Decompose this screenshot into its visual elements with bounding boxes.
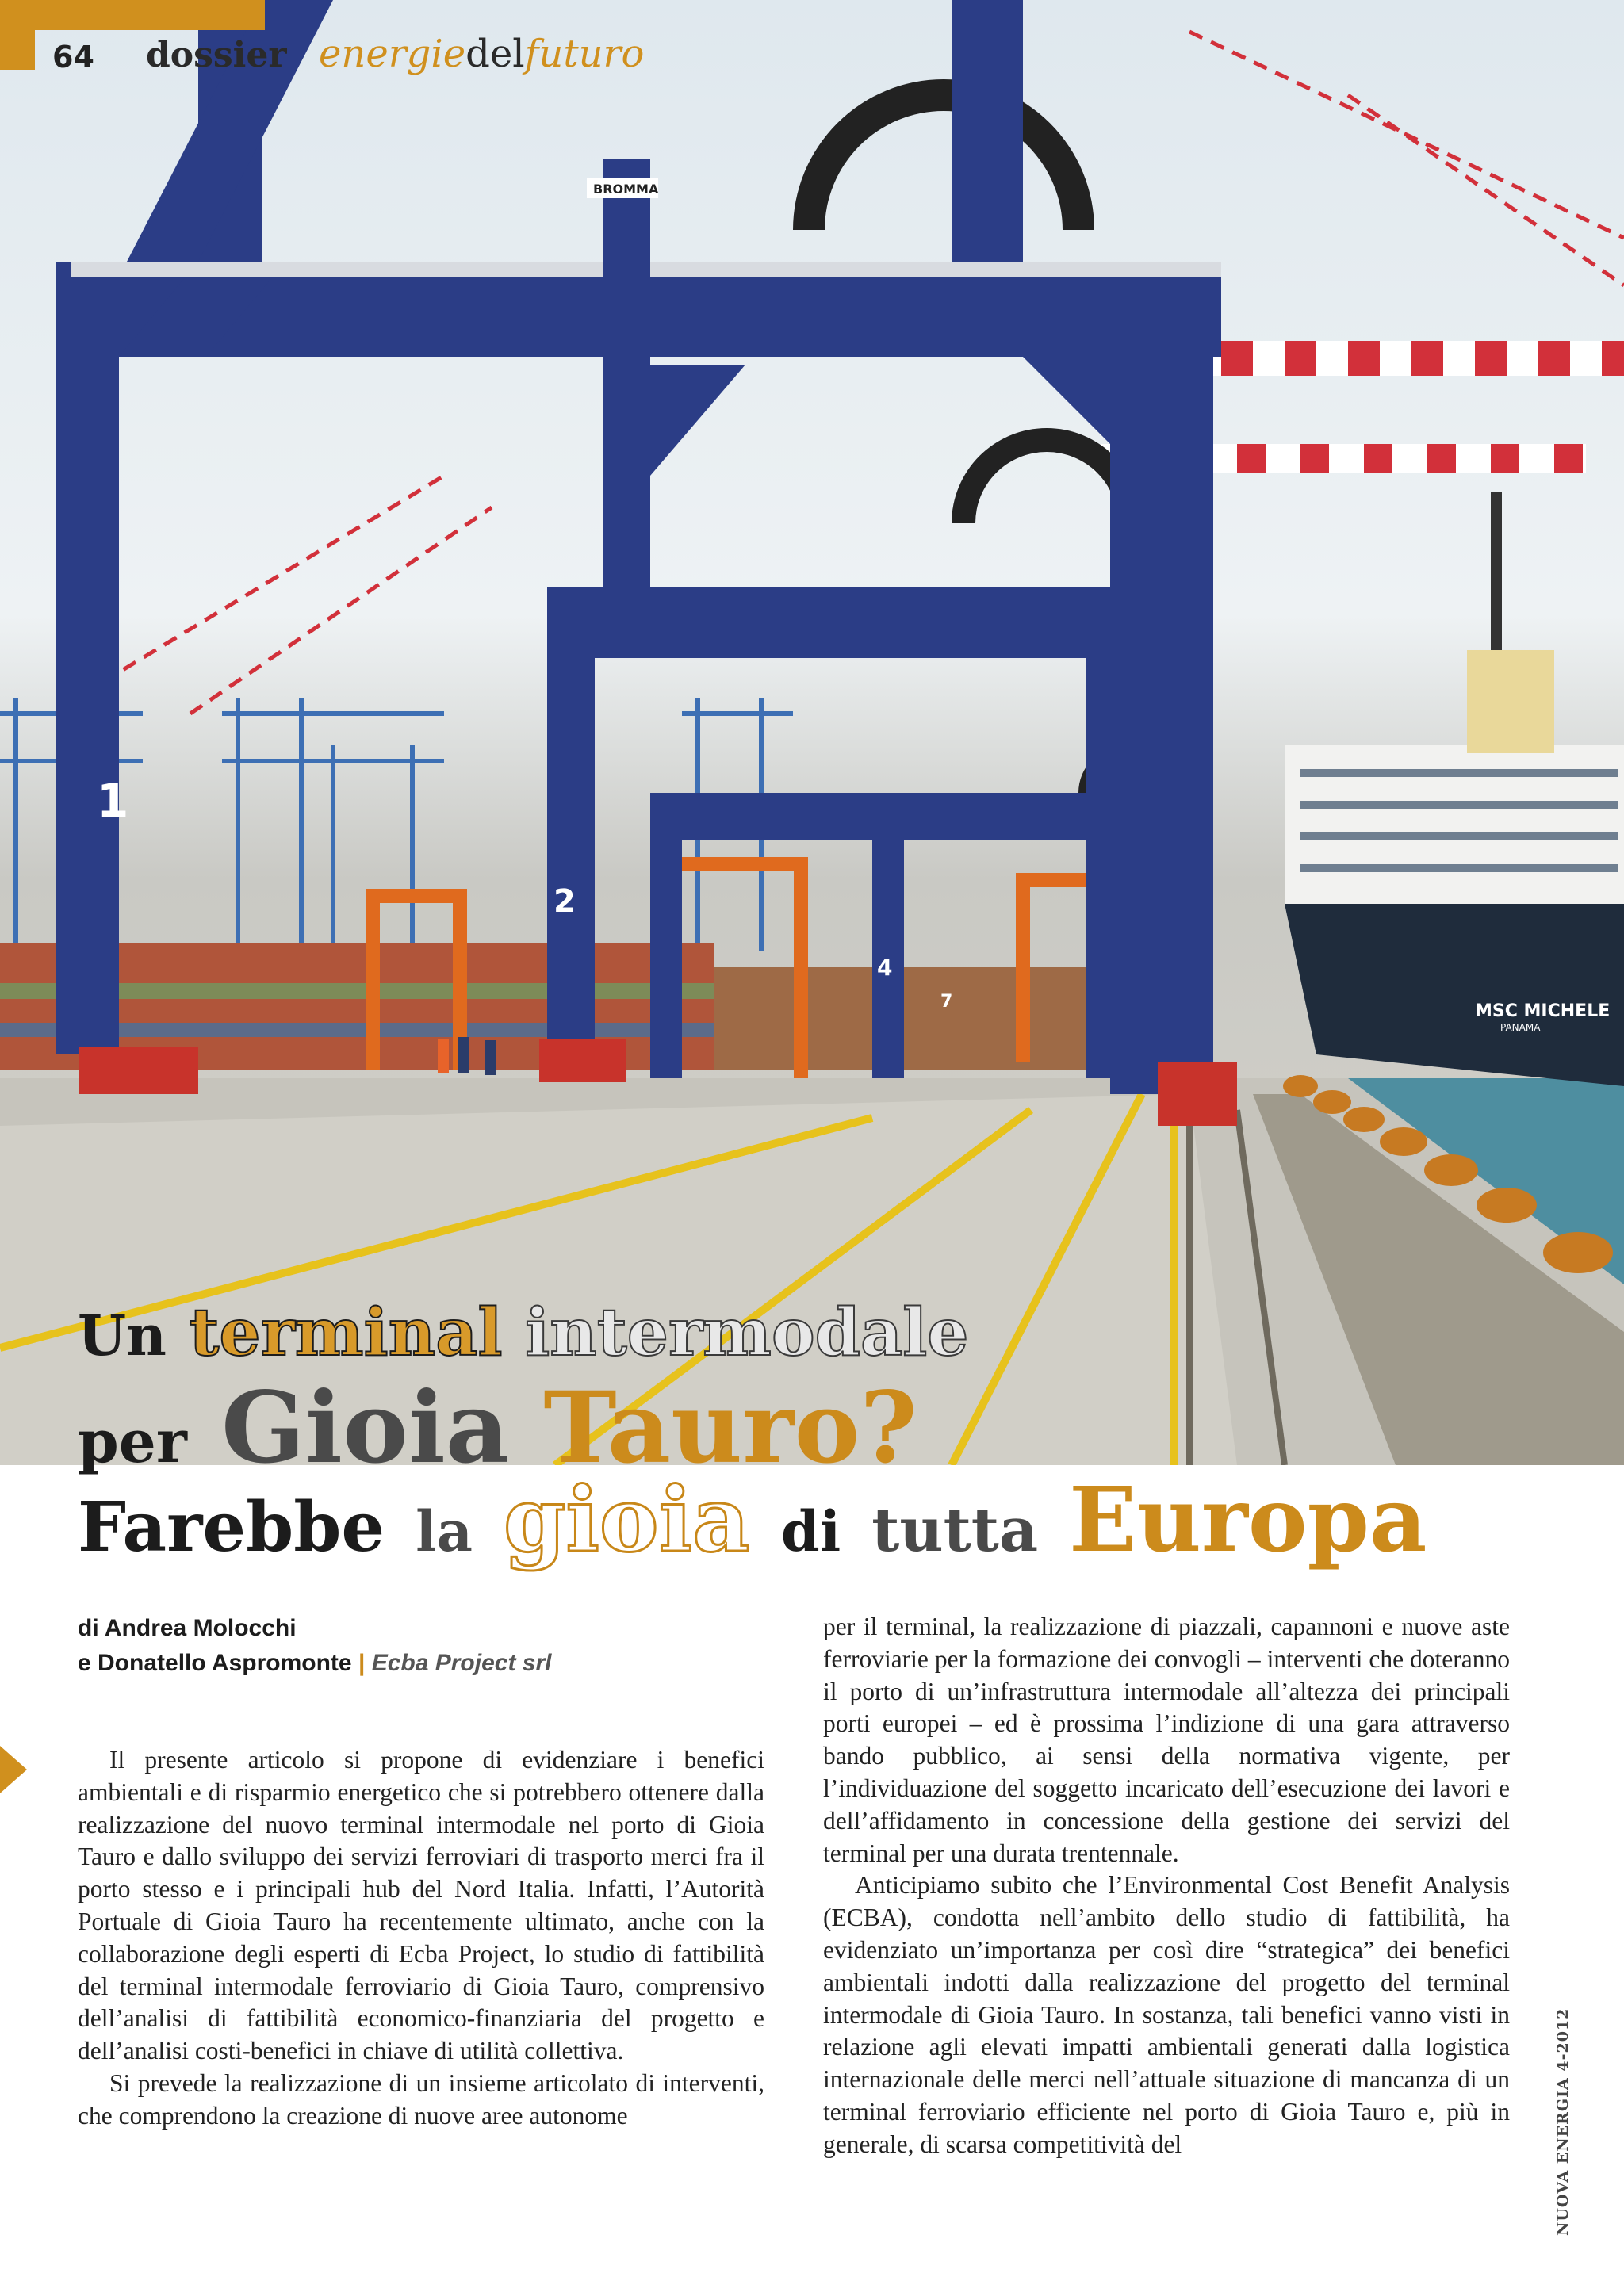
article-paragraph: Si prevede la realizzazione di un insieme articolato di interventi, che comprendono la creazione di nuove aree autonome	[78, 2068, 764, 2130]
crane-number-2: 2	[553, 883, 576, 920]
headline-word: Farebbe	[78, 1487, 385, 1567]
headline-word-highlight: Tauro?	[543, 1371, 917, 1486]
header-accent-bar	[0, 0, 265, 30]
byline-author-2: e Donatello Aspromonte	[78, 1650, 352, 1676]
byline-author-2-row	[78, 1646, 551, 1681]
spreader-label: BROMMA	[593, 182, 659, 197]
headline-line-2	[78, 1371, 917, 1486]
headline-word-highlight: gioia	[504, 1468, 750, 1572]
workers	[438, 1037, 496, 1075]
byline	[78, 1611, 551, 1681]
magazine-footer-text: NUOVA ENERGIA 4-2012	[1554, 2007, 1572, 2236]
byline-organization: Ecba Project srl	[371, 1650, 552, 1676]
header-accent-side	[0, 30, 35, 70]
article-paragraph: Anticipiamo subito che l’Environmental Cost Benefit Analysis (ECBA), condotta nell’ambito dello studio di fattibilità, ha evidenziato un’importanza per così dire “strategica” dei benefici ambientali indotti dalla realizzazione del progetto del terminal intermodale di Gioia Tauro. In sostanza, tali benefici vanno visti in relazione agli elevati impatti ambientali generati dalla logistica internazionale delle merci nell’attuale situazione di mancanza di un terminal ferroviario efficiente nel porto di Gioia Tauro e, più in generale, di scarsa competitività del	[823, 1871, 1510, 2158]
headline-word: intermodale	[525, 1295, 969, 1371]
headline-word: Gioia	[220, 1371, 510, 1486]
series-title-part3: futuro	[524, 32, 645, 76]
series-title-part1: energie	[319, 32, 466, 76]
headline-word-highlight: terminal	[189, 1295, 503, 1371]
headline-word: tutta	[871, 1494, 1039, 1565]
ship-name: MSC MICHELE	[1475, 1001, 1611, 1021]
crane-number-1: 1	[97, 774, 129, 828]
byline-author-1: di Andrea Molocchi	[78, 1615, 297, 1641]
magazine-footer	[1554, 1998, 1578, 2236]
article-column-left	[78, 1744, 764, 2133]
ship	[1285, 492, 1624, 1086]
page-number: 64	[52, 40, 94, 75]
article-column-right	[823, 1611, 1510, 2161]
headline-word: la	[416, 1498, 473, 1564]
arrow-marker-icon	[0, 1746, 27, 1793]
crane-number-7: 7	[940, 992, 953, 1012]
headline-word: per	[78, 1408, 187, 1476]
headline-word: Un	[78, 1303, 167, 1368]
byline-separator: |	[358, 1650, 366, 1676]
section-label: dossier	[146, 35, 287, 75]
crane-number-4: 4	[877, 955, 893, 981]
series-title-part2: del	[465, 32, 525, 76]
headline-line-1	[78, 1295, 969, 1371]
series-title	[319, 32, 644, 76]
article-paragraph: Il presente articolo si propone di evidenziare i benefici ambientali e di risparmio energetico che si potrebbero ottenere dalla realizzazione del nuovo terminal intermodale nel porto di Gioia Tauro e dallo sviluppo dei servizi ferroviari di trasporto merci fra il porto stesso e i principali hub del Nord Italia. Infatti, l’Autorità Portuale di Gioia Tauro ha recentemente ultimato, anche con la collaborazione degli esperti di Ecba Project, lo studio di fattibilità del terminal intermodale ferroviario di Gioia Tauro, comprensivo dell’analisi di fattibilità economico-finanziaria del progetto e dell’analisi costi-benefici in chiave di utilità collettiva.	[78, 1746, 764, 2065]
headline-line-3	[78, 1468, 1427, 1572]
ship-port: PANAMA	[1500, 1022, 1541, 1033]
headline-word: di	[780, 1498, 841, 1564]
article-paragraph: per il terminal, la realizzazione di piazzali, capannoni e nuove aste ferroviarie per la formazione dei convogli – interventi che doteranno il porto di un’infrastruttura intermodale all’altezza dei principali porti europei – ed è prossima l’indizione di una gara attraverso bando pubblico, ai sensi della normativa vigente, per l’individuazione del soggetto incaricato dell’esecuzione dei lavori e dell’affidamento in concessione della gestione dei servizi del terminal per una durata trentennale.	[823, 1613, 1510, 1867]
headline-word-highlight: Europa	[1069, 1468, 1427, 1572]
